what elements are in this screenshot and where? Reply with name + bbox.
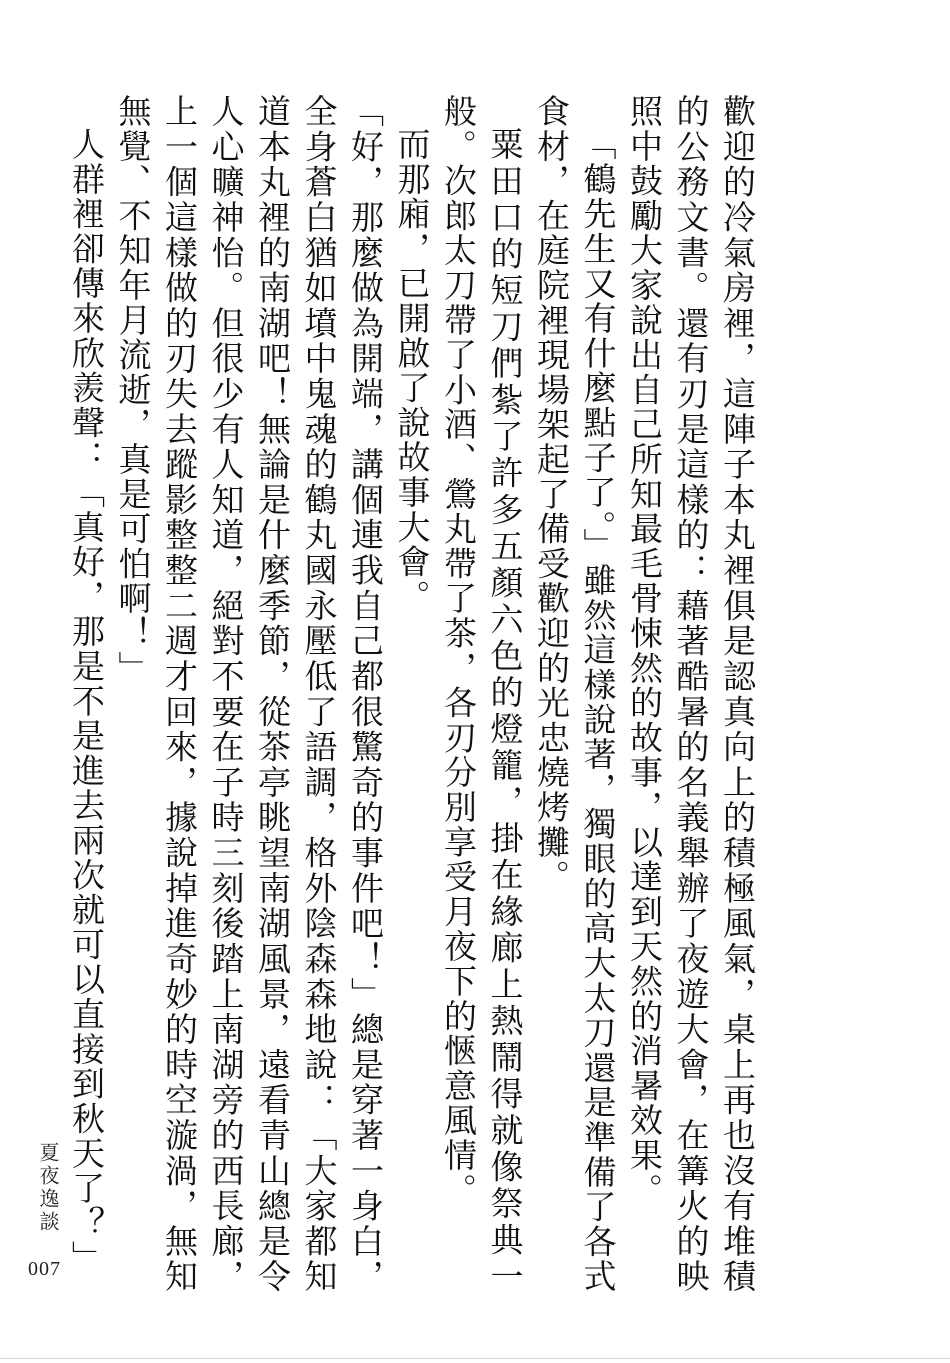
paragraph-4: 而那廂，已開啟了說故事大會。 (392, 127, 432, 615)
page-bottom-divider (0, 1358, 950, 1359)
paragraph-3: 粟田口的短刀們紮了許多五顏六色的燈籠，掛在緣廊上熱鬧得就像祭典一般。次郎太刀帶了小酒、鶯丸帶了茶，各刃分別享受月夜下的愜意風情。 (439, 94, 525, 1294)
running-title: 夏夜逸談 (36, 1142, 60, 1234)
vertical-text-body (67, 94, 760, 1294)
paragraph-6: 人群裡卻傳來欣羨聲：「真好，那是不是進去兩次就可以直接到秋天了？」 (67, 127, 106, 1276)
paragraph-5: 「好，那麼做為開端，講個連我自己都很驚奇的事件吧！」總是穿著一身白，全身蒼白猶如墳中鬼魂的鶴丸國永壓低了語調，格外陰森森地說：「大家都知道本丸裡的南湖吧！無論是什麼季節，從茶亭眺望南湖風景，遠看青山總是令人心曠神怡。但很少有人知道，絕對不要在子時三刻後踏上南湖旁的西長廊，上一個這樣做的刃失去蹤影整整二週才回來，據說掉進奇妙的時空漩渦，無知無覺、不知年月流逝，真是可怕啊！」 (113, 94, 385, 1294)
paragraph-2: 「鶴先生又有什麼點子了。」雖然這樣說著，獨眼的高大太刀還是準備了各式食材，在庭院裡現場架起了備受歡迎的光忠燒烤攤。 (532, 94, 618, 1294)
page-number: 007 (28, 1258, 61, 1280)
paragraph-1: 歡迎的冷氣房裡，這陣子本丸裡俱是認真向上的積極風氣，桌上再也沒有堆積的公務文書。還有刃是這樣的：藉著酷暑的名義舉辦了夜遊大會，在篝火的映照中鼓勵大家說出自己所知最毛骨悚然的故事，以達到天然的消暑效果。 (625, 94, 757, 1294)
